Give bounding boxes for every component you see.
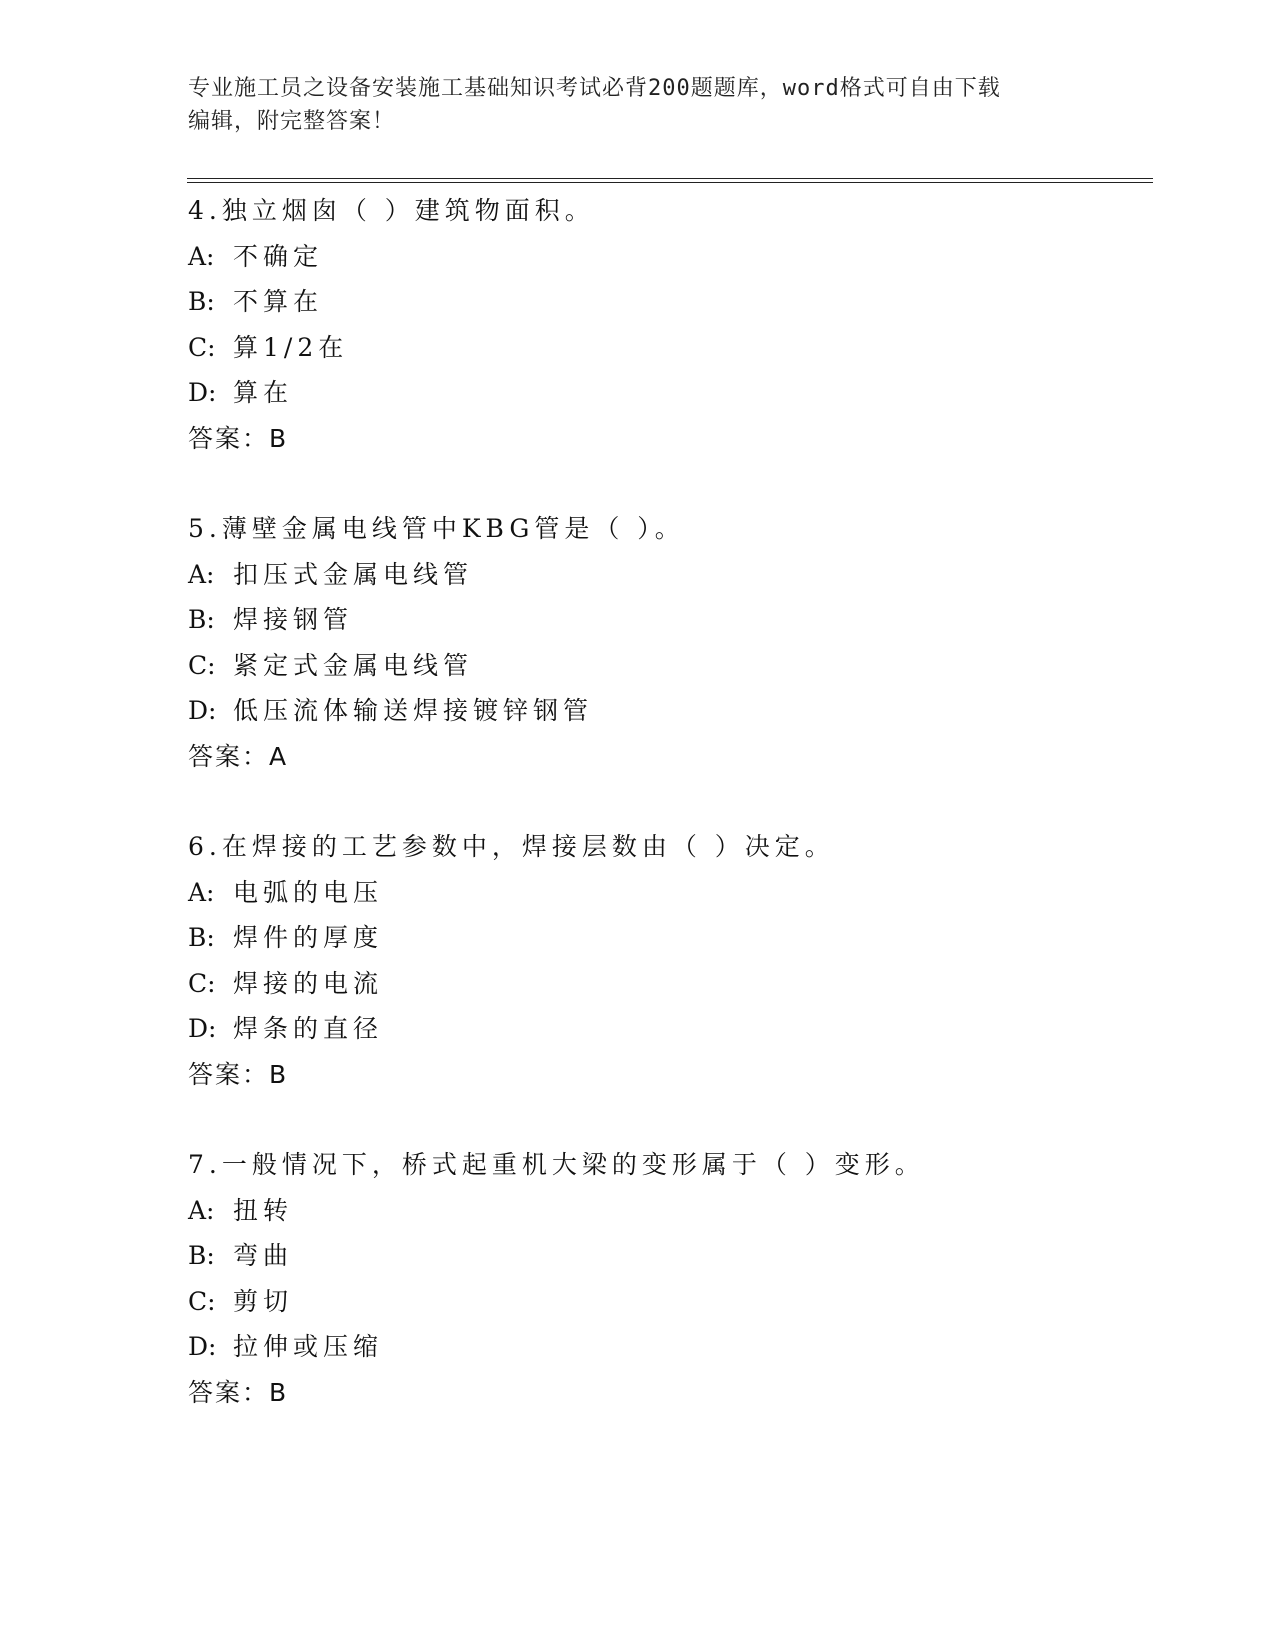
option-text: 拉伸或压缩 — [233, 1332, 384, 1361]
answer-value: B — [269, 1377, 288, 1407]
answer-line — [188, 734, 1148, 780]
option-text: 焊条的直径 — [233, 1014, 384, 1043]
option-text: 电弧的电压 — [233, 877, 384, 907]
option-letter: B: — [188, 923, 215, 952]
option-letter: C: — [188, 968, 216, 998]
option-letter: C: — [188, 1286, 216, 1316]
question-7 — [188, 1142, 1148, 1415]
option-a — [188, 870, 1148, 916]
option-c — [188, 961, 1148, 1007]
option-text: 算在 — [233, 378, 294, 407]
answer-label: 答案： — [188, 741, 270, 771]
option-text: 不确定 — [233, 241, 324, 271]
option-d — [188, 370, 1148, 416]
option-b — [188, 279, 1148, 325]
option-letter: C: — [188, 650, 216, 680]
option-c — [188, 643, 1148, 689]
option-c — [188, 1279, 1148, 1325]
answer-label: 答案： — [188, 1059, 270, 1089]
option-d — [188, 688, 1148, 734]
answer-line — [188, 416, 1148, 462]
answer-value: B — [269, 1059, 288, 1089]
header-line-2: 编辑，附完整答案！ — [188, 109, 396, 134]
answer-line — [188, 1370, 1148, 1416]
option-text: 算1/2在 — [233, 332, 349, 362]
option-d — [188, 1006, 1148, 1052]
option-text: 弯曲 — [233, 1241, 294, 1270]
option-b — [188, 1233, 1148, 1279]
answer-label: 答案： — [188, 423, 270, 453]
question-stem: 5.薄壁金属电线管中KBG管是（ ）。 — [188, 514, 685, 543]
option-d — [188, 1324, 1148, 1370]
option-letter: B: — [188, 605, 215, 634]
question-6 — [188, 824, 1148, 1097]
header-divider-bottom — [187, 182, 1153, 183]
question-stem: 6.在焊接的工艺参数中，焊接层数由（ ）决定。 — [188, 832, 835, 861]
option-letter: D: — [188, 1014, 217, 1043]
option-letter: D: — [188, 696, 217, 725]
option-letter: A: — [188, 559, 215, 589]
option-b — [188, 597, 1148, 643]
option-letter: A: — [188, 877, 215, 907]
option-a — [188, 552, 1148, 598]
option-letter: B: — [188, 1241, 215, 1270]
question-stem: 4.独立烟囱（ ）建筑物面积。 — [188, 196, 595, 225]
answer-value: B — [269, 423, 288, 453]
option-text: 紧定式金属电线管 — [233, 650, 474, 680]
option-c — [188, 325, 1148, 371]
answer-line — [188, 1052, 1148, 1098]
option-a — [188, 234, 1148, 280]
option-letter: D: — [188, 378, 217, 407]
option-text: 不算在 — [233, 287, 324, 316]
question-stem: 7.一般情况下，桥式起重机大梁的变形属于（ ）变形。 — [188, 1150, 925, 1179]
option-a — [188, 1188, 1148, 1234]
option-text: 低压流体输送焊接镀锌钢管 — [233, 696, 594, 725]
question-4 — [188, 188, 1148, 461]
option-letter: B: — [188, 287, 215, 316]
document-header — [188, 72, 1088, 138]
header-line-1: 专业施工员之设备安装施工基础知识考试必背200题题库，word格式可自由下载 — [188, 76, 1001, 101]
answer-label: 答案： — [188, 1377, 270, 1407]
option-text: 扭转 — [233, 1195, 294, 1225]
option-letter: C: — [188, 332, 216, 362]
option-text: 焊件的厚度 — [233, 923, 384, 952]
option-letter: A: — [188, 1195, 215, 1225]
option-letter: D: — [188, 1332, 217, 1361]
option-letter: A: — [188, 241, 215, 271]
option-text: 焊接的电流 — [233, 968, 384, 998]
question-5 — [188, 506, 1148, 779]
option-text: 剪切 — [233, 1286, 294, 1316]
header-divider-top — [187, 178, 1153, 179]
answer-value: A — [269, 741, 288, 771]
option-text: 扣压式金属电线管 — [233, 559, 474, 589]
option-b — [188, 915, 1148, 961]
option-text: 焊接钢管 — [233, 605, 354, 634]
